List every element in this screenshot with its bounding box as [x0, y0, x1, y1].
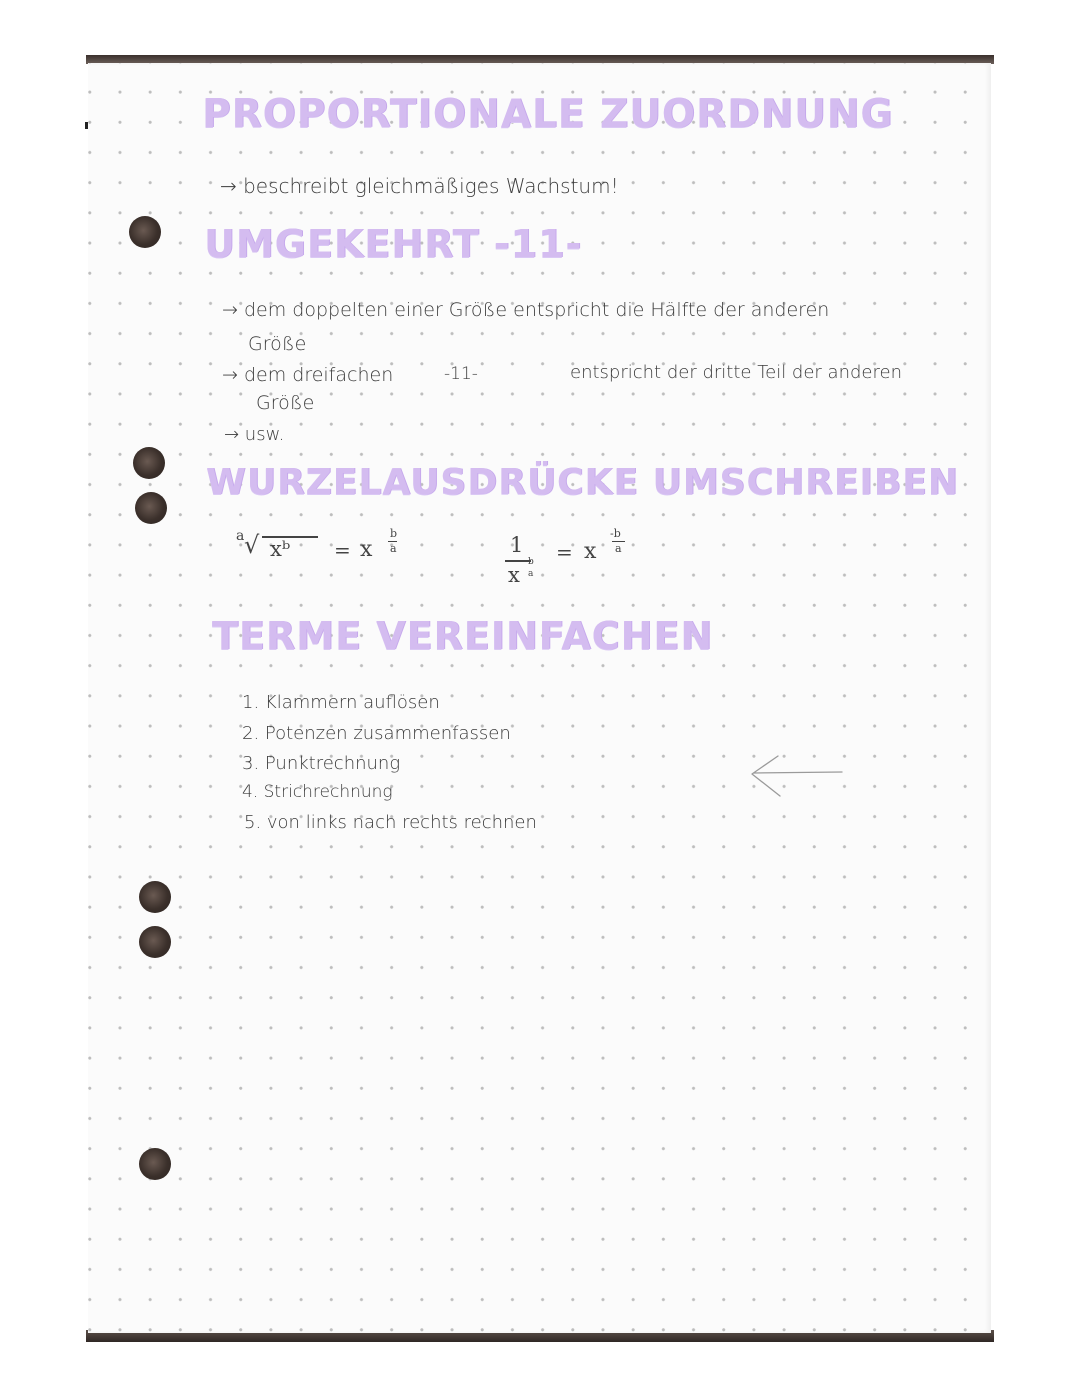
- radicand: xᵇ: [270, 537, 291, 561]
- step-item: 1. Klammern auflösen: [242, 692, 440, 713]
- punch-hole: [135, 492, 167, 524]
- inverse-line-4: Größe: [256, 392, 315, 414]
- inverse-line-3b: entspricht der dritte Teil der anderen: [570, 362, 902, 383]
- den-exp-numerator: b: [528, 557, 534, 567]
- frac-denominator: x: [508, 563, 520, 587]
- heading-proportional: PROPORTIONALE ZUORDNUNG: [202, 92, 894, 137]
- punch-hole: [139, 926, 171, 958]
- exp-denominator-2: a: [615, 542, 622, 555]
- left-arrow-icon: [748, 752, 844, 802]
- inverse-line-1: → dem doppelten einer Größe entspricht die Hälfte der anderen: [222, 299, 830, 321]
- frac-numerator: 1: [510, 533, 524, 557]
- step-item: 3. Punktrechnung: [242, 753, 401, 774]
- inverse-line-2: Größe: [248, 333, 307, 355]
- step-item: 4. Strichrechnung: [242, 782, 393, 802]
- punch-hole: [129, 216, 161, 248]
- inverse-line-3: → dem dreifachen: [222, 364, 394, 386]
- heading-roots: WURZELAUSDRÜCKE UMSCHREIBEN: [206, 462, 959, 503]
- equals-sign-2: =: [556, 540, 573, 564]
- power-base-2: x: [584, 539, 597, 564]
- radical-sign-icon: √: [244, 531, 260, 559]
- den-exp-denominator: a: [528, 569, 534, 579]
- note-proportional: → beschreibt gleichmäßiges Wachstum!: [220, 174, 619, 198]
- punch-hole: [133, 447, 165, 479]
- step-item: 5. von links nach rechts rechnen: [244, 812, 537, 833]
- step-item: 2. Potenzen zusammenfassen: [242, 723, 511, 744]
- heading-inverse: UMGEKEHRT -11-: [204, 222, 583, 266]
- exp-numerator-2: -b: [610, 527, 621, 540]
- root-index: a: [236, 528, 245, 544]
- equals-sign: =: [334, 538, 351, 562]
- inverse-line-5: → usw.: [224, 424, 285, 445]
- punch-hole: [139, 1148, 171, 1180]
- exp-numerator: b: [390, 527, 398, 540]
- power-base: x: [360, 537, 373, 562]
- punch-hole: [139, 881, 171, 913]
- exp-denominator: a: [390, 542, 397, 555]
- heading-simplify: TERME VEREINFACHEN: [212, 614, 714, 658]
- inverse-ditto: -11-: [444, 364, 478, 384]
